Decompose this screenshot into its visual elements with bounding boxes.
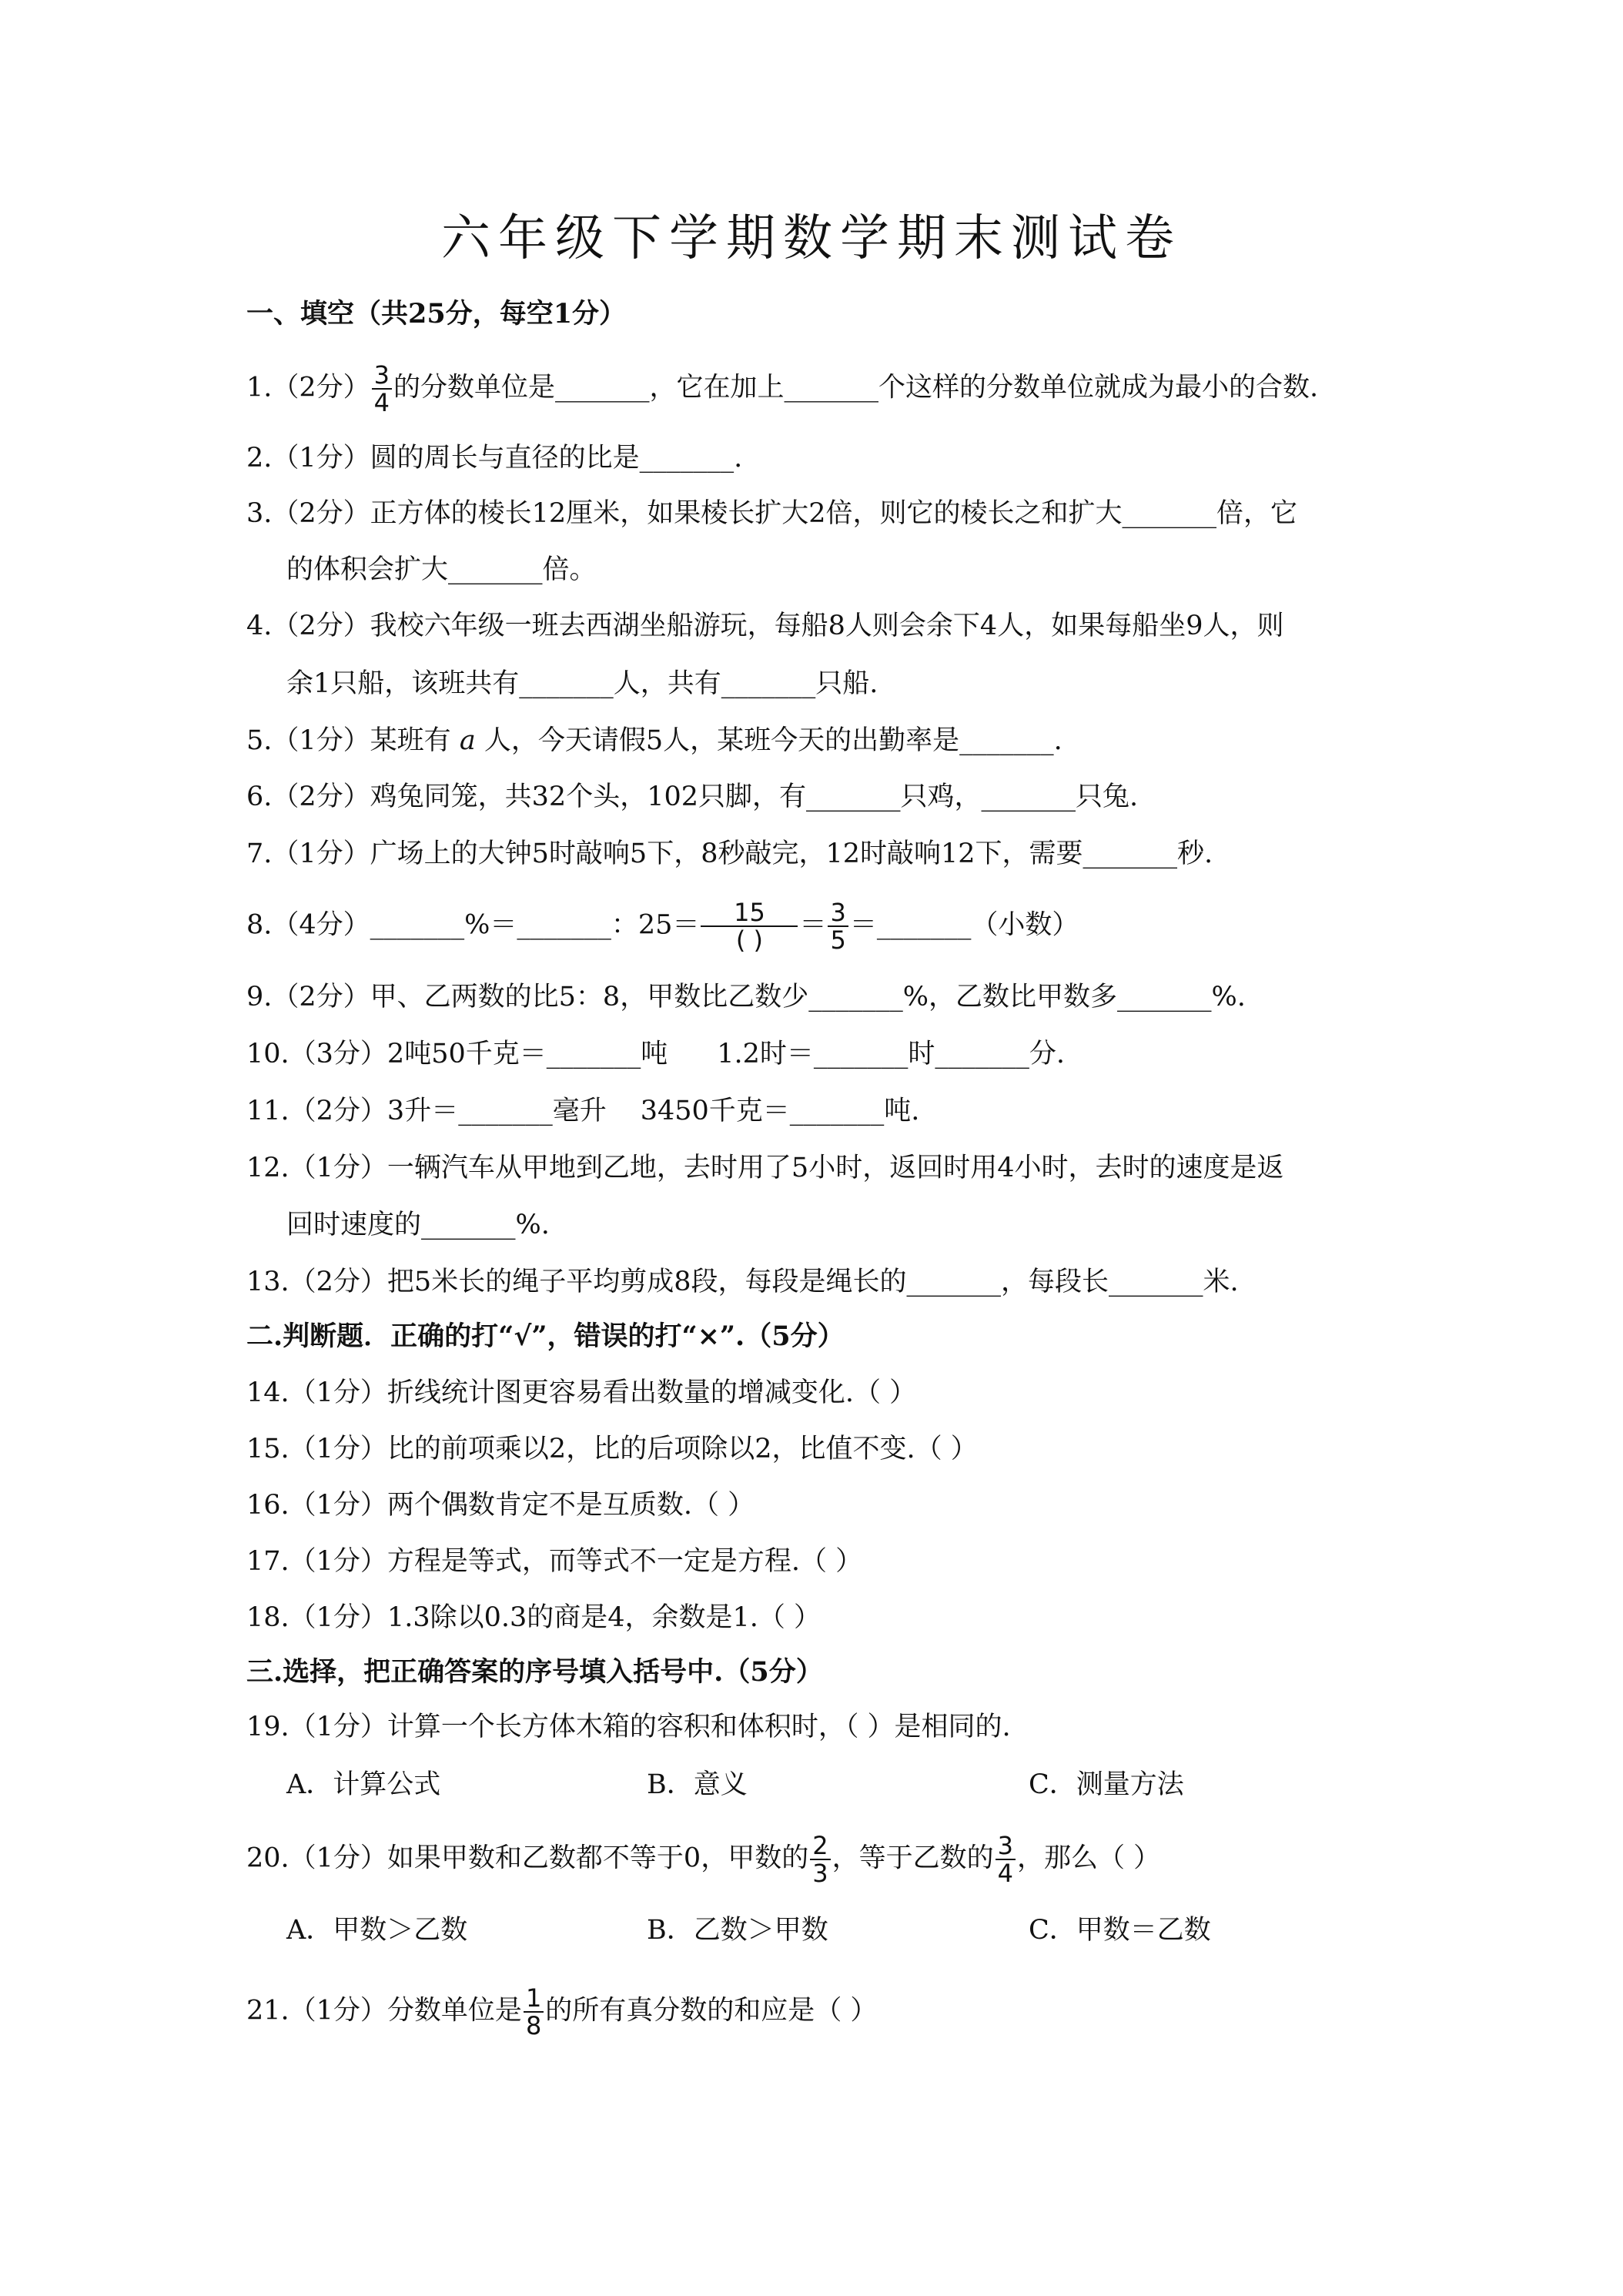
q8-equals: ＝ bbox=[799, 909, 827, 941]
section-heading-true-false: 二.判断题．正确的打“√”，错误的打“×”.（5分） bbox=[246, 1320, 845, 1352]
q20-option-c: C．甲数＝乙数 bbox=[1029, 1915, 1211, 1946]
question-6: 6.（2分）鸡兔同笼，共32个头，102只脚，有_______只鸡，_______只兔. bbox=[246, 782, 1139, 812]
question-2: 2.（1分）圆的周长与直径的比是_______. bbox=[246, 443, 743, 474]
q20-text-a: 20.（1分）如果甲数和乙数都不等于0，甲数的 bbox=[246, 1842, 809, 1874]
question-7: 7.（1分）广场上的大钟5时敲响5下，8秒敲完，12时敲响12下，需要_______秒. bbox=[246, 838, 1213, 869]
question-13: 13.（2分）把5米长的绳子平均剪成8段，每段是绳长的_______，每段长_______米. bbox=[246, 1267, 1239, 1297]
q20-text-c: ，那么（ ） bbox=[1016, 1842, 1161, 1874]
question-20 bbox=[246, 1832, 1386, 1886]
section-heading-multiple-choice: 三.选择，把正确答案的序号填入括号中.（5分） bbox=[246, 1656, 823, 1688]
q1-text: 的分数单位是_______，它在加上_______个这样的分数单位就成为最小的合数. bbox=[393, 372, 1319, 403]
q21-text-a: 21.（1分）分数单位是 bbox=[246, 1995, 522, 2027]
question-9: 9.（2分）甲、乙两数的比5：8，甲数比乙数少_______%，乙数比甲数多_______%. bbox=[246, 982, 1246, 1012]
fraction-numerator: 2 bbox=[810, 1832, 830, 1860]
question-17: 17.（1分）方程是等式，而等式不一定是方程.（ ） bbox=[246, 1546, 863, 1577]
q20-option-b: B．乙数＞甲数 bbox=[647, 1915, 828, 1946]
fraction-3-5 bbox=[828, 899, 848, 953]
question-4-line-1: 4.（2分）我校六年级一班去西湖坐船游玩，每船8人则会余下4人，如果每船坐9人，则 bbox=[246, 611, 1284, 641]
question-1 bbox=[246, 362, 1386, 416]
q8-text-a: 8.（4分）_______%＝_______：25＝ bbox=[246, 909, 700, 941]
question-14: 14.（1分）折线统计图更容易看出数量的增减变化.（ ） bbox=[246, 1377, 917, 1408]
fraction-numerator: 3 bbox=[996, 1832, 1016, 1860]
page-title: 六年级下学期数学期末测试卷 bbox=[441, 210, 1182, 267]
q19-option-b: B．意义 bbox=[647, 1769, 748, 1800]
question-3-line-1: 3.（2分）正方体的棱长12厘米，如果棱长扩大2倍，则它的棱长之和扩大_______倍，它 bbox=[246, 498, 1297, 529]
q11-text-a: 11.（2分）3升＝_______毫升 bbox=[246, 1096, 607, 1126]
fraction-2-3 bbox=[810, 1832, 830, 1886]
fraction-denominator: 3 bbox=[812, 1859, 828, 1888]
fraction-15-blank bbox=[701, 899, 798, 953]
q20-option-a: A．甲数＞乙数 bbox=[286, 1915, 468, 1946]
q8-text-c: ＝_______（小数） bbox=[849, 909, 1079, 941]
q21-text-b: 的所有真分数的和应是（ ） bbox=[545, 1995, 878, 2027]
question-21 bbox=[246, 1985, 1386, 2039]
question-3-line-2: 的体积会扩大_______倍。 bbox=[286, 554, 597, 585]
q5-text-b: 人，今天请假5人，某班今天的出勤率是_______. bbox=[484, 725, 1062, 756]
question-16: 16.（1分）两个偶数肯定不是互质数.（ ） bbox=[246, 1490, 755, 1521]
question-11 bbox=[246, 1092, 1386, 1130]
fraction-numerator: 1 bbox=[524, 1985, 544, 2013]
q1-number: 1.（2分） bbox=[246, 372, 370, 403]
fraction-3-4 bbox=[372, 362, 392, 416]
question-15: 15.（1分）比的前项乘以2，比的后项除以2，比值不变.（ ） bbox=[246, 1434, 978, 1464]
q10-text-b: 1.2时＝_______时_______分. bbox=[717, 1039, 1066, 1069]
question-8 bbox=[246, 899, 1386, 953]
q10-text-a: 10.（3分）2吨50千克＝_______吨 bbox=[246, 1039, 668, 1069]
question-4-line-2: 余1只船，该班共有_______人，共有_______只船. bbox=[286, 668, 878, 699]
fraction-denominator: ( ) bbox=[735, 925, 764, 955]
q5-variable: a bbox=[459, 725, 476, 756]
fraction-denominator: 8 bbox=[525, 2011, 542, 2040]
q11-text-b: 3450千克＝_______吨. bbox=[640, 1096, 920, 1126]
question-12-line-1: 12.（1分）一辆汽车从甲地到乙地，去时用了5小时，返回时用4小时，去时的速度是返 bbox=[246, 1153, 1284, 1183]
fraction-numerator: 15 bbox=[701, 899, 798, 927]
fraction-3-4-b bbox=[996, 1832, 1016, 1886]
q20-text-b: ，等于乙数的 bbox=[832, 1842, 994, 1874]
q5-text-a: 5.（1分）某班有 bbox=[246, 725, 451, 756]
section-heading-fill-blank: 一、填空（共25分，每空1分） bbox=[246, 298, 627, 330]
question-10 bbox=[246, 1035, 1386, 1073]
fraction-1-8 bbox=[524, 1985, 544, 2039]
fraction-denominator: 4 bbox=[373, 388, 390, 417]
fraction-numerator: 3 bbox=[372, 362, 392, 390]
fraction-numerator: 3 bbox=[828, 899, 848, 927]
fraction-denominator: 4 bbox=[997, 1859, 1013, 1888]
question-19: 19.（1分）计算一个长方体木箱的容积和体积时，（ ）是相同的. bbox=[246, 1712, 1011, 1742]
q19-option-a: A．计算公式 bbox=[286, 1769, 441, 1800]
q19-option-c: C．测量方法 bbox=[1029, 1769, 1184, 1800]
question-12-line-2: 回时速度的_______%. bbox=[286, 1210, 550, 1240]
question-18: 18.（1分）1.3除以0.3的商是4，余数是1.（ ） bbox=[246, 1602, 822, 1633]
fraction-denominator: 5 bbox=[830, 925, 846, 955]
question-5 bbox=[246, 721, 1386, 760]
